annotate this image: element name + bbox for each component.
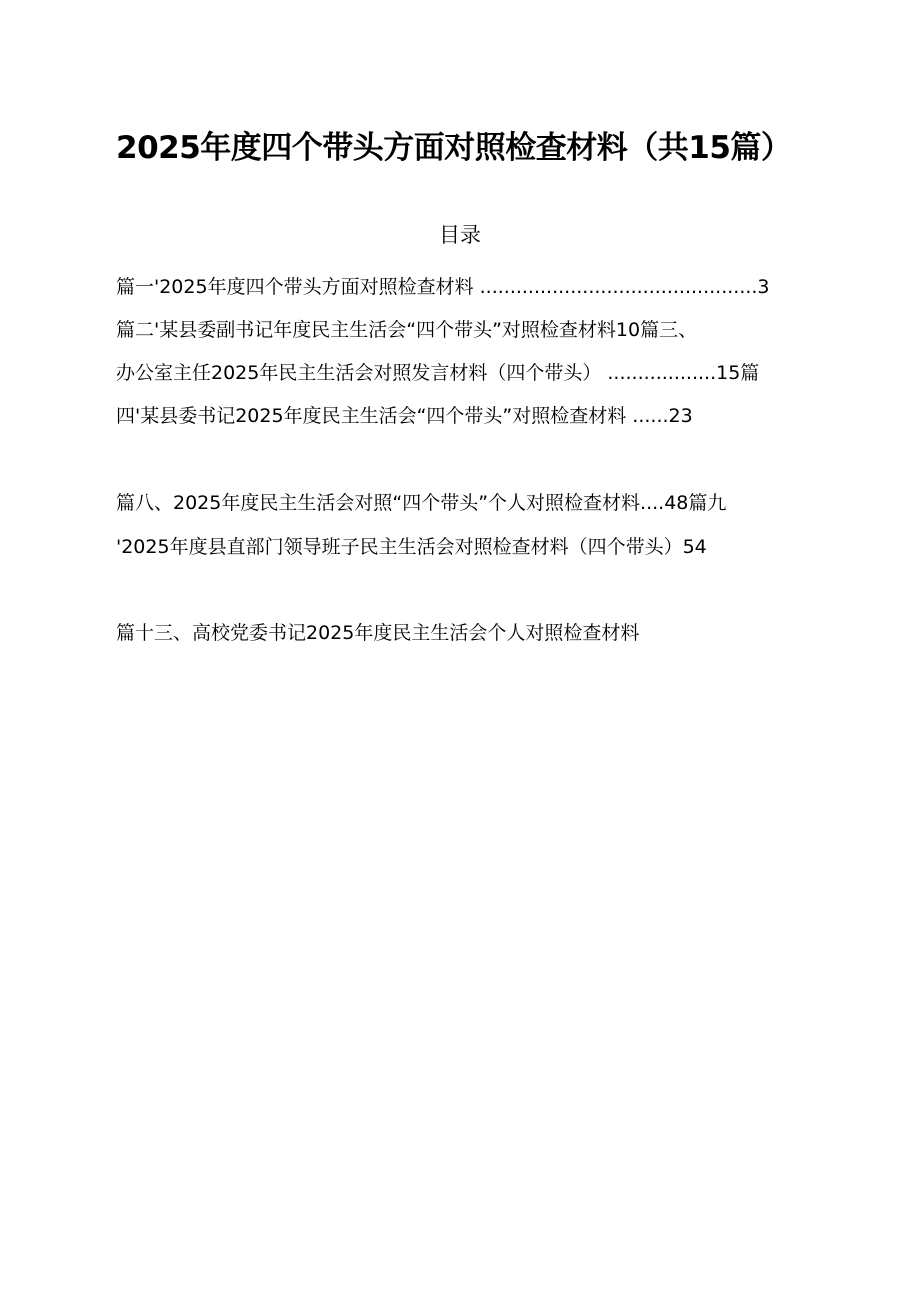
- document-title: 2025年度四个带头方面对照检查材料（共15篇）: [116, 130, 792, 166]
- toc-line: 篇八、2025年度民主生活会对照“四个带头”个人对照检查材料....48篇九: [116, 492, 727, 514]
- toc-line: 篇一'2025年度四个带头方面对照检查材料 ..............................................3: [116, 276, 770, 298]
- toc-line: '2025年度县直部门领导班子民主生活会对照检查材料（四个带头）54: [116, 536, 707, 558]
- toc-line: 篇二'某县委副书记年度民主生活会“四个带头”对照检查材料10篇三、: [116, 319, 698, 341]
- toc-line: 篇十三、高校党委书记2025年度民主生活会个人对照检查材料: [116, 622, 640, 644]
- toc-line: 四'某县委书记2025年度民主生活会“四个带头”对照检查材料 ......23: [116, 405, 693, 427]
- toc-line: 办公室主任2025年民主生活会对照发言材料（四个带头） ..................15篇: [116, 362, 760, 384]
- toc-heading: 目录: [439, 223, 481, 247]
